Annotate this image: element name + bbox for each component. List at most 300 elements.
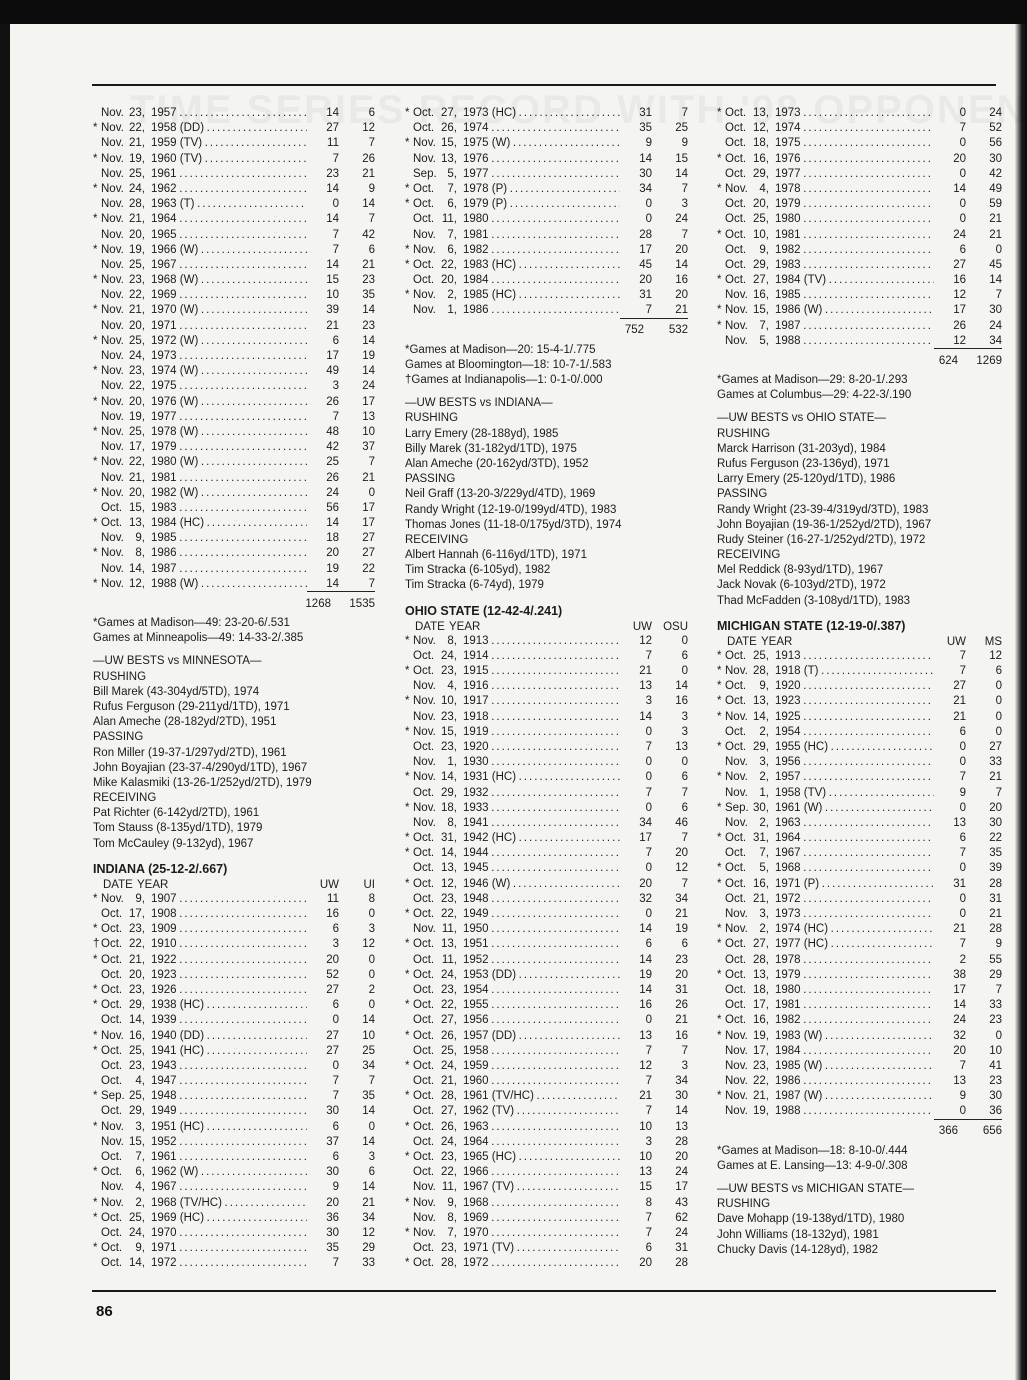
game-day: 10, [753, 228, 769, 241]
game-month: Oct. [413, 983, 435, 996]
uw-score: 0 [645, 725, 652, 738]
game-month: Nov. [413, 634, 436, 647]
home-game-marker: * [405, 847, 410, 860]
uw-score: 0 [959, 107, 966, 119]
header-uw: UW [946, 635, 966, 648]
header-rule [92, 84, 996, 86]
home-game-marker: * [405, 725, 410, 738]
game-day: 11, [441, 213, 457, 226]
game-month: Oct. [725, 258, 747, 271]
uw-score: 2 [959, 953, 966, 966]
opponent-score: 24 [362, 380, 375, 393]
game-year: 1984 . . . [775, 1044, 934, 1059]
game-day: 2, [759, 725, 769, 738]
game-day: 23, [441, 892, 457, 905]
opponent-score: 12 [675, 862, 688, 875]
game-row [405, 1044, 688, 1059]
michigan-state-bests-title: —UW BESTS vs MICHIGAN STATE— [717, 1183, 914, 1195]
home-game-marker [405, 1180, 413, 1195]
uw-score: 14 [639, 710, 652, 723]
uw-score: 7 [645, 847, 652, 860]
text-line: RUSHING [93, 670, 147, 683]
game-month: Oct. [413, 938, 435, 951]
game-year: 1988 . . . [775, 1104, 934, 1119]
home-game-marker [717, 1059, 725, 1074]
game-day: 25, [129, 167, 145, 180]
indiana-notes [405, 343, 688, 389]
home-game-marker [93, 562, 101, 577]
uw-score: 3 [332, 938, 339, 951]
game-row [93, 953, 375, 968]
opponent-score: 7 [368, 1075, 375, 1088]
uw-score: 31 [953, 877, 966, 890]
home-game-marker: * [93, 547, 98, 560]
uw-score: 0 [332, 198, 339, 211]
uw-score: 25 [326, 456, 339, 469]
game-year: 1971 . . . [151, 319, 307, 334]
game-year: 1972 . . . [463, 1256, 620, 1271]
game-row [405, 1226, 688, 1241]
opponent-score: 0 [368, 968, 375, 981]
uw-score: 0 [645, 756, 652, 769]
opponent-score: 13 [362, 410, 375, 423]
home-game-marker: * [93, 365, 98, 378]
home-game-marker: * [405, 198, 410, 211]
game-month: Nov. [101, 532, 124, 545]
uw-score: 13 [639, 1029, 652, 1042]
uw-score: 15 [326, 274, 339, 287]
game-day: 20, [129, 395, 145, 408]
game-year: 1974 (W) . . . [151, 364, 307, 379]
game-row [93, 152, 375, 167]
opponent-score: 0 [995, 710, 1002, 723]
game-year: 1969 . . . [463, 1211, 620, 1226]
game-month: Nov. [413, 1226, 436, 1239]
game-row [405, 922, 688, 937]
michigan-state-title: MICHIGAN STATE (12-19-0/.387) [717, 618, 906, 633]
game-year: 1987 . . . [775, 319, 934, 334]
game-row [93, 1256, 375, 1271]
game-day: 15, [129, 501, 145, 514]
home-game-marker: * [93, 1029, 98, 1042]
text-line: RUSHING [717, 427, 771, 440]
game-month: Nov. [413, 816, 436, 829]
game-row [405, 770, 688, 785]
game-day: 7, [447, 1226, 457, 1239]
game-row [405, 1256, 688, 1271]
opponent-score: 0 [995, 695, 1002, 708]
home-game-marker [93, 379, 101, 394]
uw-score: 32 [639, 892, 652, 905]
game-day: 13, [441, 152, 457, 165]
opponent-score: 0 [681, 665, 688, 677]
text-line: PASSING [405, 473, 456, 486]
scan-right-edge [1015, 24, 1027, 1380]
opponent-score: 0 [995, 680, 1002, 693]
home-game-marker [405, 1104, 413, 1119]
game-row [405, 152, 688, 167]
home-game-marker: * [93, 334, 98, 347]
game-row [405, 831, 688, 846]
text-line: Dave Mohapp (19-138yd/1TD), 1980 [717, 1213, 905, 1226]
game-month: Nov. [101, 441, 124, 454]
game-month: Oct. [101, 501, 123, 514]
game-row [93, 1074, 375, 1089]
game-day: 19, [129, 243, 145, 256]
home-game-marker [93, 1074, 101, 1089]
home-game-marker [93, 258, 101, 273]
game-row [405, 953, 688, 968]
opponent-score: 55 [989, 953, 1002, 966]
game-row [93, 577, 375, 592]
text-line: Pat Richter (6-142yd/2TD), 1961 [93, 807, 260, 820]
opponent-score: 45 [989, 258, 1002, 271]
opponent-score: 17 [362, 517, 375, 530]
game-row [405, 861, 688, 876]
game-day: 31, [441, 832, 457, 845]
opponent-score: 6 [681, 649, 688, 662]
game-month: Oct. [413, 1044, 435, 1057]
home-game-marker [93, 349, 101, 364]
game-month: Oct. [725, 938, 747, 951]
game-month: Oct. [725, 983, 747, 996]
michigan-state-bests [717, 1197, 1002, 1258]
header-date: DATE [727, 635, 757, 648]
total-opponent: 1535 [349, 597, 375, 610]
game-year: 1981 . . . [151, 471, 307, 486]
game-year: 1982 (W) . . . [151, 486, 307, 501]
game-year: 1938 (HC) . . . [151, 998, 307, 1013]
game-row [717, 1104, 1002, 1119]
game-row [405, 1165, 688, 1180]
home-game-marker [717, 212, 725, 227]
home-game-marker [717, 334, 725, 349]
uw-score: 17 [953, 304, 966, 317]
home-game-marker: * [405, 695, 410, 708]
opponent-score: 6 [368, 1166, 375, 1179]
home-game-marker: * [717, 877, 722, 890]
game-month: Nov. [101, 243, 124, 256]
header-uw: UW [319, 878, 339, 891]
game-month: Nov. [413, 725, 436, 738]
game-day: 23, [441, 1242, 457, 1255]
game-row [405, 740, 688, 755]
game-year: 1979 . . . [151, 440, 307, 455]
home-game-marker [93, 319, 101, 334]
home-game-marker [405, 212, 413, 227]
opponent-score: 35 [362, 1090, 375, 1103]
text-line: Tom McCauley (9-132yd), 1967 [93, 837, 254, 850]
game-row [717, 968, 1002, 983]
game-row [405, 679, 688, 694]
minnesota-bests-title: —UW BESTS vs MINNESOTA— [93, 655, 262, 668]
game-month: Oct. [725, 892, 747, 905]
home-game-marker: * [717, 304, 722, 317]
opponent-score: 62 [675, 1211, 688, 1224]
home-game-marker [405, 1013, 413, 1028]
game-month: Nov. [725, 1044, 748, 1057]
uw-score: 35 [326, 1242, 339, 1255]
game-day: 22, [129, 289, 145, 302]
game-year: 1975 . . . [151, 379, 307, 394]
game-month: Oct. [413, 198, 435, 211]
game-year: 1978 (P) . . . [463, 182, 620, 197]
home-game-marker [405, 710, 413, 725]
game-year: 1970 . . . [151, 1226, 307, 1241]
game-day: 26, [441, 1029, 457, 1042]
game-row [405, 121, 688, 136]
opponent-score: 7 [995, 289, 1002, 302]
game-month: Nov. [101, 122, 124, 135]
game-month: Oct. [101, 983, 123, 996]
uw-score: 16 [326, 908, 339, 920]
home-game-marker: * [93, 1242, 98, 1255]
uw-score: 3 [332, 380, 339, 393]
uw-score: 16 [639, 999, 652, 1012]
opponent-score: 0 [368, 953, 375, 966]
game-row [93, 501, 375, 516]
game-day: 13, [441, 938, 457, 951]
game-year: 1964 . . . [151, 212, 307, 227]
uw-score: 35 [639, 122, 652, 135]
game-year: 1972 . . . [151, 1256, 307, 1271]
uw-score: 7 [645, 1211, 652, 1224]
opponent-score: 16 [675, 1029, 688, 1042]
game-row [717, 998, 1002, 1013]
home-game-marker [405, 152, 413, 167]
uw-score: 7 [645, 740, 652, 753]
game-row [717, 877, 1002, 892]
game-row [93, 892, 375, 907]
game-year: 1974 . . . [775, 121, 934, 136]
home-game-marker: * [405, 137, 410, 150]
home-game-marker: * [93, 486, 98, 499]
game-year: 1982 . . . [775, 1013, 934, 1028]
game-month: Nov. [101, 395, 124, 408]
uw-score: 24 [953, 228, 966, 241]
game-day: 26, [441, 122, 457, 135]
game-year: 1940 (DD) . . . [151, 1029, 307, 1044]
uw-score: 31 [639, 107, 652, 119]
uw-score: 20 [639, 1257, 652, 1270]
game-year: 1988 . . . [775, 334, 934, 349]
opponent-score: 30 [989, 304, 1002, 317]
game-day: 7, [135, 1151, 145, 1163]
minnesota-notes [93, 616, 375, 646]
game-row [93, 136, 375, 151]
game-day: 10, [441, 695, 457, 708]
game-year: 1961 (TV/HC) . . . [463, 1089, 620, 1104]
game-day: 1, [447, 756, 457, 769]
opponent-score: 10 [362, 1029, 375, 1042]
home-game-marker [93, 136, 101, 151]
opponent-score: 16 [675, 274, 688, 287]
game-month: Nov. [101, 380, 124, 393]
game-day: 9, [135, 1242, 145, 1255]
opponent-score: 31 [675, 983, 688, 996]
opponent-score: 10 [989, 1044, 1002, 1057]
game-month: Nov. [725, 923, 748, 936]
total-uw: 752 [624, 324, 644, 337]
home-game-marker [93, 1256, 101, 1271]
uw-score: 24 [326, 486, 339, 499]
home-game-marker [717, 258, 725, 273]
game-month: Nov. [101, 425, 124, 438]
game-row [405, 649, 688, 664]
home-game-marker [93, 106, 101, 121]
game-year: 1967 . . . [775, 846, 934, 861]
text-line: Games at E. Lansing—13: 4-9-0/.308 [717, 1159, 908, 1172]
game-year: 1981 . . . [775, 228, 934, 243]
game-year: 1967 . . . [151, 258, 307, 273]
game-day: 25, [129, 1090, 145, 1103]
opponent-score: 34 [362, 1211, 375, 1224]
game-row [717, 983, 1002, 998]
home-game-marker: * [93, 304, 98, 317]
uw-score: 0 [959, 908, 966, 920]
game-row [717, 121, 1002, 136]
home-game-marker [405, 228, 413, 243]
game-year: 1951 . . . [463, 937, 620, 952]
game-month: Nov. [725, 319, 748, 332]
game-month: Oct. [101, 938, 123, 951]
game-row [717, 801, 1002, 816]
opponent-score: 14 [362, 1181, 375, 1194]
uw-score: 26 [326, 395, 339, 408]
game-month: Oct. [413, 999, 435, 1012]
opponent-score: 37 [362, 441, 375, 454]
opponent-score: 33 [989, 756, 1002, 769]
game-day: 27, [441, 107, 457, 119]
game-year: 1971 (P) . . . [775, 877, 934, 892]
opponent-score: 9 [368, 182, 375, 195]
header-year: YEAR [761, 635, 793, 648]
game-row [405, 182, 688, 197]
game-day: 21, [129, 137, 145, 150]
opponent-score: 12 [362, 938, 375, 951]
game-day: 18, [753, 983, 769, 996]
game-year: 1957 . . . [775, 770, 934, 785]
michigan-state-header [717, 635, 1002, 649]
opponent-score: 3 [681, 725, 688, 738]
opponent-score: 7 [681, 786, 688, 799]
home-game-marker [717, 998, 725, 1013]
game-row [717, 846, 1002, 861]
game-month: Nov. [413, 710, 436, 723]
opponent-score: 0 [368, 999, 375, 1012]
game-month: Nov. [101, 486, 124, 499]
game-row [717, 1029, 1002, 1044]
game-row [93, 998, 375, 1013]
game-day: 19, [129, 152, 145, 165]
game-row [93, 983, 375, 998]
game-month: Nov. [725, 289, 748, 302]
game-day: 28, [441, 1090, 457, 1103]
game-year: 1971 (TV) . . . [463, 1241, 620, 1256]
home-game-marker: * [717, 801, 722, 814]
uw-score: 39 [326, 304, 339, 317]
opponent-score: 13 [675, 740, 688, 753]
game-year: 1968 . . . [463, 1196, 620, 1211]
opponent-score: 30 [989, 152, 1002, 165]
game-year: 1942 (HC) . . . [463, 831, 620, 846]
home-game-marker [717, 288, 725, 303]
opponent-score: 25 [675, 122, 688, 135]
opponent-score: 6 [995, 665, 1002, 677]
home-game-marker: * [717, 228, 722, 241]
home-game-marker [93, 968, 101, 983]
game-row [405, 801, 688, 816]
game-day: 7, [759, 847, 769, 860]
game-month: Nov. [413, 228, 436, 241]
indiana-header [93, 878, 375, 892]
game-day: 8, [447, 634, 457, 647]
game-year: 1958 . . . [463, 1044, 620, 1059]
home-game-marker [717, 136, 725, 151]
game-month: Oct. [413, 1120, 435, 1133]
game-year: 1973 (HC) . . . [463, 106, 620, 121]
game-row [93, 121, 375, 136]
game-day: 23, [129, 1059, 145, 1072]
uw-score: 21 [639, 1090, 652, 1103]
game-day: 14, [129, 1257, 145, 1270]
game-month: Nov. [413, 923, 436, 936]
game-year: 1985 . . . [151, 531, 307, 546]
minnesota-games [93, 106, 375, 592]
uw-score: 7 [959, 1059, 966, 1072]
game-year: 1954 . . . [775, 725, 934, 740]
opponent-score: 7 [368, 456, 375, 469]
game-day: 17, [753, 999, 769, 1012]
game-year: 1947 . . . [151, 1074, 307, 1089]
game-month: Nov. [413, 771, 436, 784]
game-row [93, 1150, 375, 1165]
game-day: 18, [753, 137, 769, 150]
uw-score: 38 [953, 968, 966, 981]
opponent-score: 0 [995, 725, 1002, 738]
opponent-score: 7 [339, 577, 375, 592]
home-game-marker [405, 679, 413, 694]
uw-score: 14 [326, 258, 339, 271]
text-line: Jack Novak (6-103yd/2TD), 1972 [717, 579, 886, 592]
opponent-score: 9 [681, 137, 688, 150]
game-day: 20, [129, 486, 145, 499]
game-day: 20, [441, 274, 457, 287]
game-year: 1920 . . . [463, 740, 620, 755]
uw-score: 7 [332, 1090, 339, 1103]
game-year: 1980 . . . [463, 212, 620, 227]
game-day: 13, [129, 517, 145, 530]
uw-score: 6 [332, 334, 339, 347]
opponent-score: 9 [995, 938, 1002, 951]
uw-score: 14 [326, 182, 339, 195]
home-game-marker: * [405, 1090, 410, 1103]
game-year: 1930 . . . [463, 755, 620, 770]
text-line: Bill Marek (43-304yd/5TD), 1974 [93, 685, 260, 698]
total-opponent: 656 [982, 1125, 1002, 1138]
text-line: *Games at Madison—20: 15-4-1/.775 [405, 343, 596, 356]
header-year: YEAR [137, 878, 169, 891]
home-game-marker [93, 1013, 101, 1028]
uw-score: 17 [639, 832, 652, 845]
home-game-marker: * [405, 938, 410, 951]
opponent-score: 24 [675, 1166, 688, 1179]
game-row [405, 998, 688, 1013]
home-game-marker [405, 1165, 413, 1180]
game-day: 30, [753, 801, 769, 814]
text-line: Rufus Ferguson (29-211yd/1TD), 1971 [93, 700, 290, 713]
game-month: Oct. [413, 892, 435, 905]
